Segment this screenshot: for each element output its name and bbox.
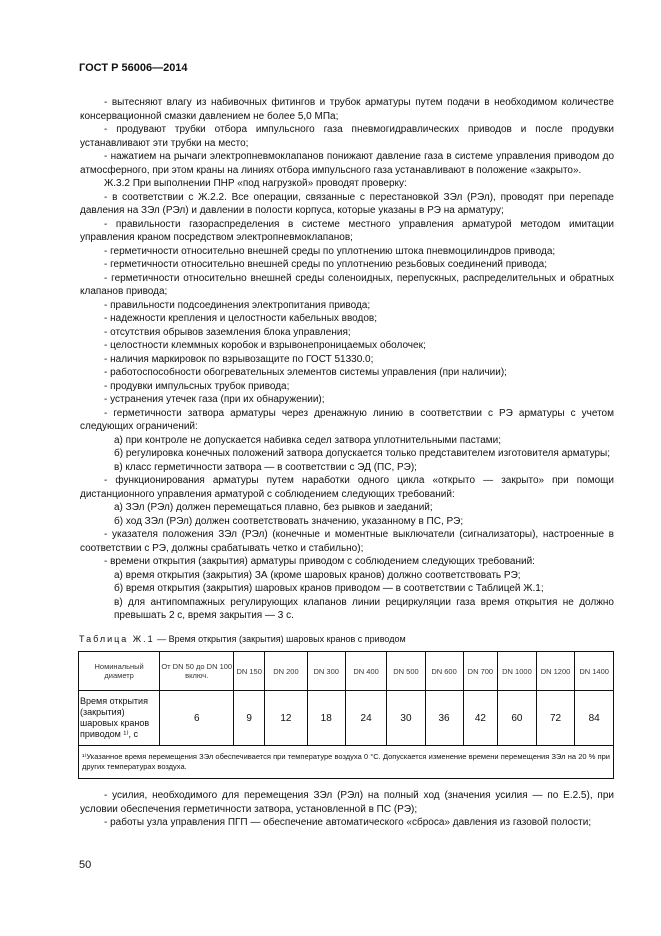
paragraph: - отсутствия обрывов заземления блока управления; xyxy=(104,326,351,338)
table-cell: 9 xyxy=(234,691,265,746)
paragraph: - функционирования арматуры путем наработки одного цикла «открыто — закрыто» при помощи дистанционного управления арматурой с соблюдением следующих требований: xyxy=(80,475,614,500)
table-row xyxy=(79,691,614,746)
paragraph: - продувают трубки отбора импульсного газа пневмогидравлических приводов и после продувки устанавливают эти трубки на место; xyxy=(80,124,614,149)
table-footnote-row xyxy=(79,746,614,779)
paragraph: б) регулировка конечных положений затвора допускается только представителем изготовителя арматуры; xyxy=(114,448,611,459)
table-header-row xyxy=(79,652,614,691)
table-cell: 36 xyxy=(425,691,463,746)
paragraph: - герметичности относительно внешней среды по уплотнению штока пневмоцилиндров привода; xyxy=(104,245,556,257)
paragraph: Ж.3.2 При выполнении ПНР «под нагрузкой» проводят проверку: xyxy=(104,178,407,189)
table-cell: 6 xyxy=(160,691,234,746)
table-cell: 84 xyxy=(575,691,614,746)
column-header: DN 1000 xyxy=(498,652,537,691)
paragraph: а) при контроле не допускается набивка седел затвора уплотнительными пастами; xyxy=(114,434,502,446)
paragraph: - работоспособности обогревательных элементов системы управления (при наличии); xyxy=(104,367,507,378)
paragraph: - надежности крепления и целостности кабельных вводов; xyxy=(104,313,378,324)
column-header: DN 400 xyxy=(345,652,387,691)
paragraph: - времени открытия (закрытия) арматуры приводом с соблюдением следующих требований: xyxy=(104,556,535,567)
paragraph: - работы узла управления ПГП — обеспечение автоматического «сброса» давления из газовой полости; xyxy=(104,817,592,828)
paragraph: - правильности подсоединения электропитания привода; xyxy=(104,299,371,311)
row-label: Время открытия (закрытия) шаровых кранов приводом ¹⁾, с xyxy=(79,691,160,746)
column-header: DN 600 xyxy=(425,652,463,691)
table-cell: 18 xyxy=(307,691,345,746)
table-cell: 24 xyxy=(345,691,387,746)
column-header: От DN 50 до DN 100 включ. xyxy=(160,652,234,691)
table-cell: 60 xyxy=(498,691,537,746)
table-cell: 72 xyxy=(536,691,575,746)
body-text-after-table xyxy=(80,789,614,830)
standard-header: ГОСТ Р 56006—2014 xyxy=(79,62,188,74)
column-header: DN 1200 xyxy=(536,652,575,691)
paragraph: - герметичности затвора арматуры через дренажную линию в соответствии с РЭ арматуры с учетом следующих ограничений: xyxy=(80,407,614,432)
paragraph: б) ход ЗЭл (РЭл) должен соответствовать значению, указанному в ПС, РЭ; xyxy=(114,515,464,527)
column-header: DN 200 xyxy=(265,652,308,691)
paragraph: - наличия маркировок по взрывозащите по ГОСТ 51330.0; xyxy=(104,353,374,365)
paragraph: - продувки импульсных трубок привода; xyxy=(104,380,290,392)
page-number: 50 xyxy=(79,859,92,871)
table-footnote: ¹⁾Указанное время перемещения ЗЭл обеспечивается при температуре воздуха 0 °С. Допускается изменение времени перемещения ЗЭл на 20 % при других температурах воздуха. xyxy=(79,746,614,779)
paragraph: - целостности клеммных коробок и взрывонепроницаемых оболочек; xyxy=(104,340,426,351)
paragraph: - вытесняют влагу из набивочных фитингов и трубок арматуры путем подачи в необходимом количестве консервационной смазки давлением не более 5,0 МПа; xyxy=(80,97,614,122)
valve-time-table xyxy=(78,651,614,779)
paragraph: а) ЗЭл (РЭл) должен перемещаться плавно, без рывков и заеданий; xyxy=(114,502,433,513)
paragraph: - усилия, необходимого для перемещения ЗЭл (РЭл) на полный ход (значения усилия — по Е.2.5), при условии обеспечения герметичности затвора, установленной в ПС (РЭ); xyxy=(80,790,614,815)
paragraph: - герметичности относительно внешней среды по уплотнению резьбовых соединений привода; xyxy=(104,259,547,270)
table-cell: 12 xyxy=(265,691,308,746)
paragraph: в) для антипомпажных регулирующих клапанов линии рециркуляции газа время открытия не должно превышать 2 с, время закрытия — 3 с. xyxy=(114,596,614,621)
column-header: Номинальный диаметр xyxy=(79,652,160,691)
paragraph: - в соответствии с Ж.2.2. Все операции, связанные с перестановкой ЗЭл (РЭл), проводят при перепаде давления на ЗЭл (РЭл) и давлении в полости корпуса, которые указаны в РЭ на арматуру; xyxy=(80,191,614,216)
column-header: DN 1400 xyxy=(575,652,614,691)
body-text xyxy=(80,96,614,623)
paragraph: - правильности газораспределения в системе местного управления арматурой методом имитации управления краном посредством электропневмоклапанов; xyxy=(80,218,614,243)
paragraph: - нажатием на рычаги электропневмоклапанов понижают давление газа в системе управления приводом до атмосферного, при этом краны на линиях отбора импульсного газа устанавливают в положение «закрыто». xyxy=(80,151,614,176)
paragraph: - указателя положения ЗЭл (РЭл) (конечные и моментные выключатели (сигнализаторы), настроенные в соответствии с РЭ, должны срабатывать четко и стабильно); xyxy=(80,529,614,554)
paragraph: - герметичности относительно внешней среды соленоидных, перепускных, распределительных и обратных клапанов привода; xyxy=(80,272,614,297)
column-header: DN 300 xyxy=(307,652,345,691)
table-cell: 30 xyxy=(387,691,425,746)
paragraph: в) класс герметичности затвора — в соответствии с ЭД (ПС, РЭ); xyxy=(114,461,417,473)
paragraph: - устранения утечек газа (при их обнаружении); xyxy=(104,394,325,405)
caption-label: Таблица Ж.1 xyxy=(79,634,155,644)
paragraph: б) время открытия (закрытия) шаровых кранов приводом — в соответствии с Таблицей Ж.1; xyxy=(114,583,544,594)
column-header: DN 700 xyxy=(463,652,498,691)
paragraph: а) время открытия (закрытия) ЗА (кроме шаровых кранов) должно соответствовать РЭ; xyxy=(114,569,521,581)
caption-text: — Время открытия (закрытия) шаровых кранов с приводом xyxy=(154,634,406,644)
column-header: DN 150 xyxy=(234,652,265,691)
table-caption xyxy=(79,634,406,644)
table-cell: 42 xyxy=(463,691,498,746)
column-header: DN 500 xyxy=(387,652,425,691)
